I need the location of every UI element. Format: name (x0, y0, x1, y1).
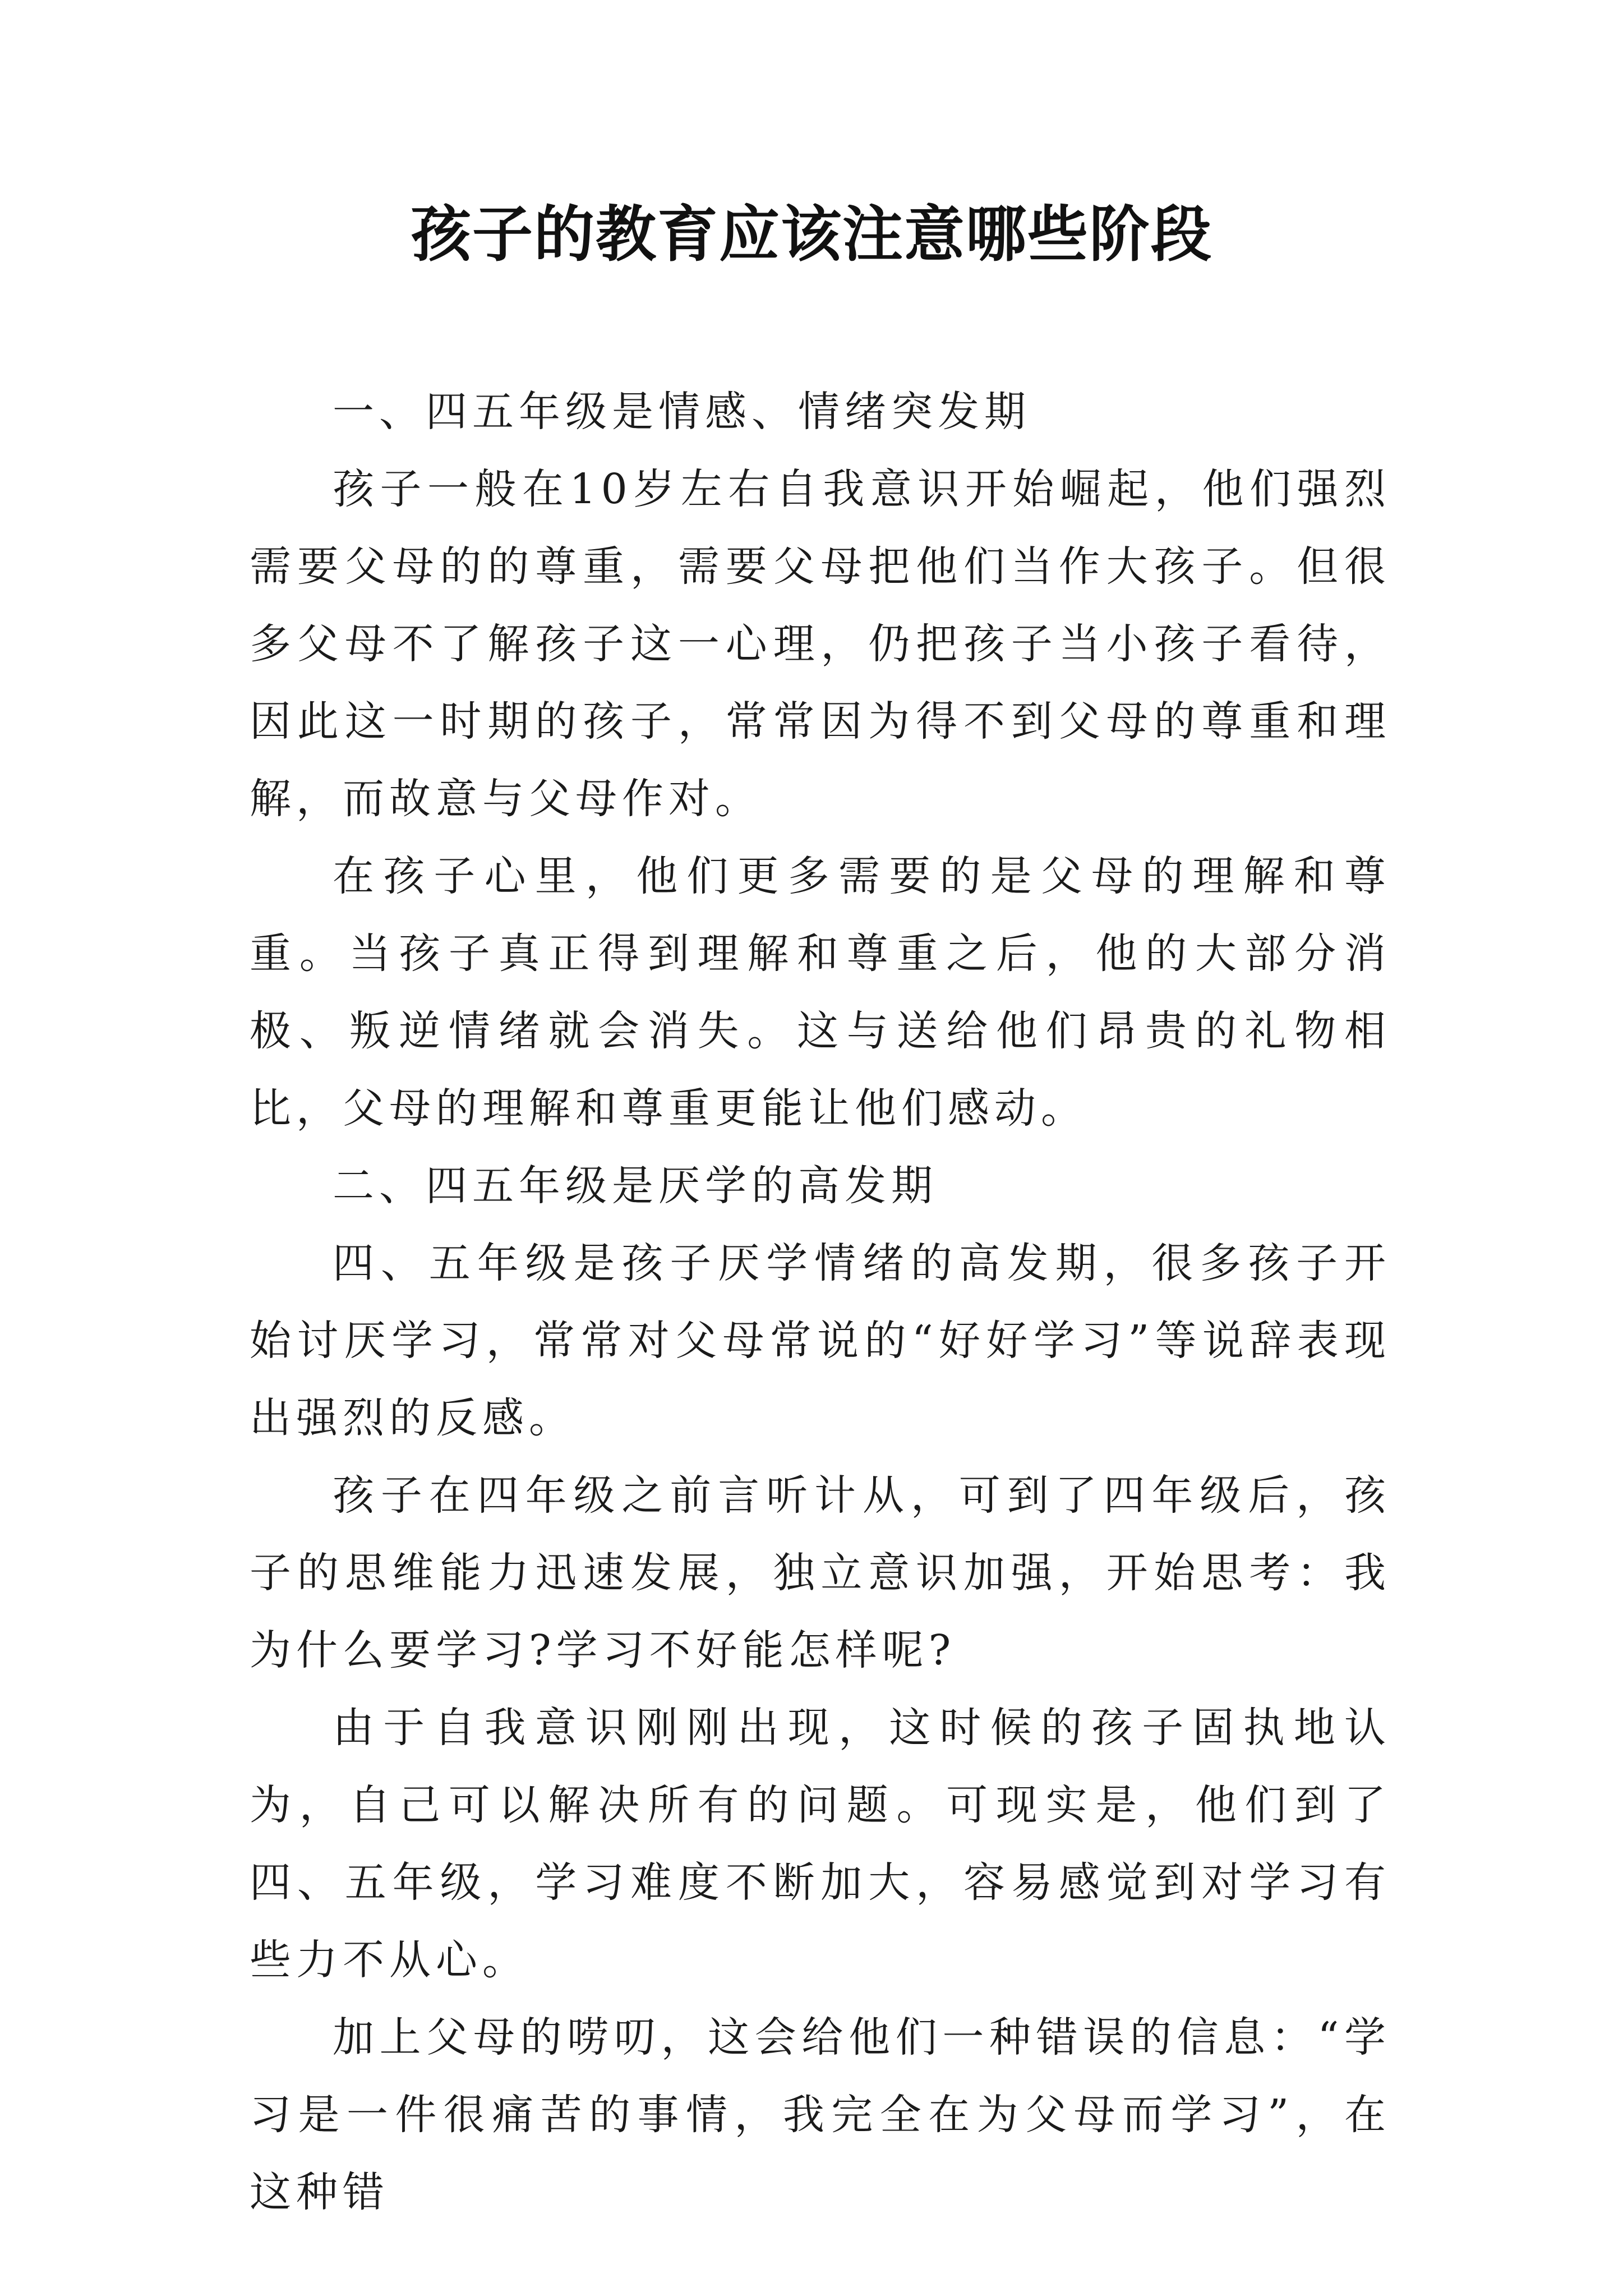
paragraph: 在孩子心里，他们更多需要的是父母的理解和尊重。当孩子真正得到理解和尊重之后，他的大部分消极、叛逆情绪就会消失。这与送给他们昂贵的礼物相比，父母的理解和尊重更能让他们感动。 (250, 852, 1391, 1133)
paragraph: 孩子在四年级之前言听计从，可到了四年级后，孩子的思维能力迅速发展，独立意识加强，开始思考：我为什么要学习?学习不好能怎样呢? (250, 1471, 1391, 1674)
paragraph: 四、五年级是孩子厌学情绪的高发期，很多孩子开始讨厌学习，常常对父母常说的“好好学习”等说辞表现出强烈的反感。 (250, 1239, 1391, 1442)
section-heading-1: 一、四五年级是情感、情绪突发期 (333, 388, 1031, 436)
document-body (250, 373, 1391, 2231)
section-heading-2: 二、四五年级是厌学的高发期 (333, 1162, 938, 1210)
paragraph: 由于自我意识刚刚出现，这时候的孩子固执地认为，自己可以解决所有的问题。可现实是，他们到了四、五年级，学习难度不断加大，容易感觉到对学习有些力不从心。 (250, 1704, 1391, 1984)
document-title: 孩子的教育应该注意哪些阶段 (410, 199, 1212, 270)
paragraph: 孩子一般在10岁左右自我意识开始崛起，他们强烈需要父母的的尊重，需要父母把他们当作大孩子。但很多父母不了解孩子这一心理，仍把孩子当小孩子看待，因此这一时期的孩子，常常因为得不到父母的尊重和理解，而故意与父母作对。 (250, 465, 1391, 823)
paragraph: 加上父母的唠叨，这会给他们一种错误的信息：“学习是一件很痛苦的事情，我完全在为父母而学习”，在这种错 (250, 2013, 1391, 2216)
